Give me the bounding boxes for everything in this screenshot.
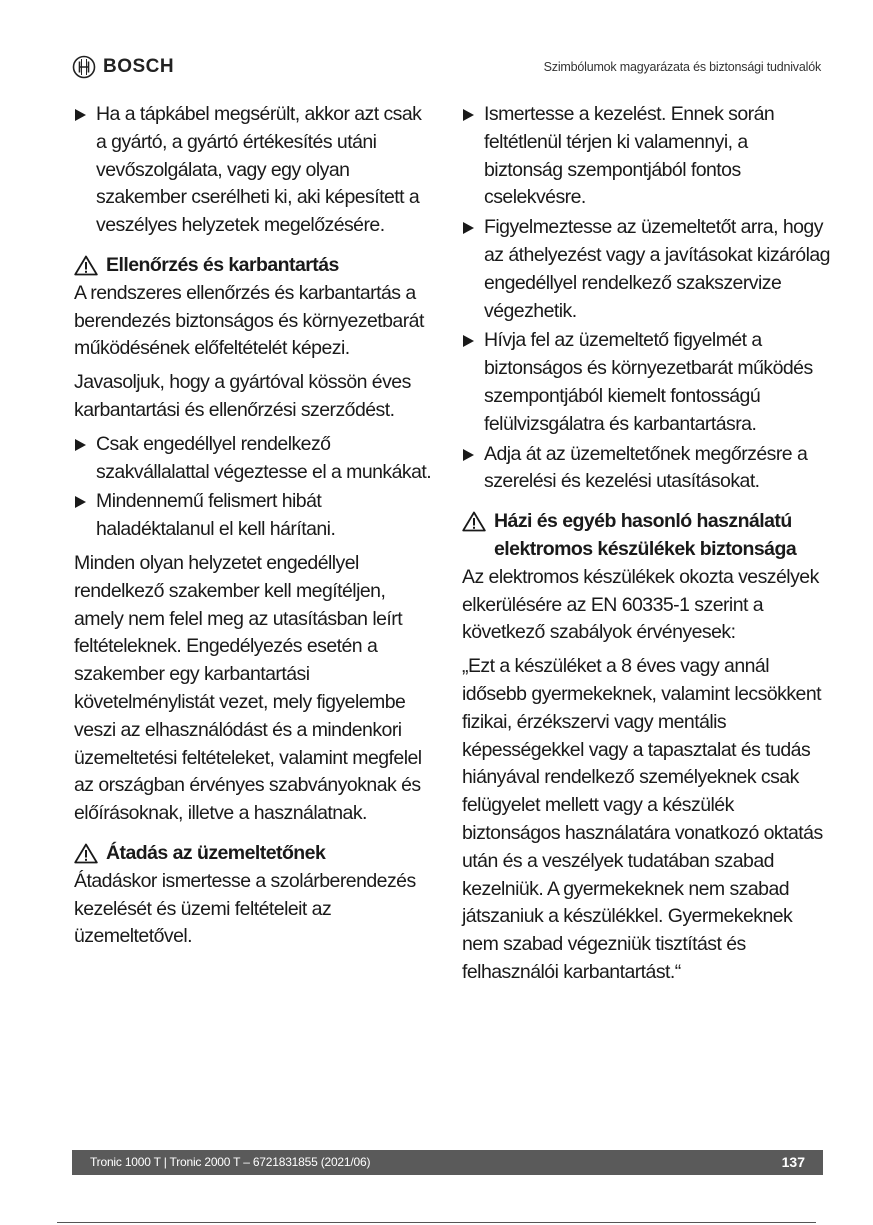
footer-bar (72, 1150, 823, 1175)
bosch-armature-icon (72, 55, 96, 79)
header-title: Szimbólumok magyarázata és biztonsági tudnivalók (543, 60, 821, 74)
paragraph: A rendszeres ellenőrzés és karbantartás a berendezés biztonságos és környezetbarát működésének előfeltételét képezi. (74, 281, 424, 360)
section-heading: Átadás az üzemeltetőnek (74, 840, 436, 868)
bullet-list (462, 101, 830, 496)
bullet-list (74, 101, 436, 240)
list-item: Hívja fel az üzemeltető figyelmét a biztonságos és környezetbarát működés szempontjából kiemelt fontosságú felülvizsgálatra és karbantartásra. (462, 327, 830, 438)
right-column (462, 101, 830, 993)
section-heading: Ellenőrzés és karbantartás (74, 252, 436, 280)
bullet-arrow-icon (463, 449, 474, 461)
section-heading: Házi és egyéb hasonló használatú elektromos készülékek biztonsága (462, 508, 830, 564)
bullet-arrow-icon (75, 496, 86, 508)
paragraph: Átadáskor ismertesse a szolárberendezés kezelését és üzemi feltételeit az üzemeltetővel. (74, 869, 416, 948)
bosch-logo (72, 55, 174, 79)
footer-document-id: Tronic 1000 T | Tronic 2000 T – 6721831855 (2021/06) (90, 1155, 371, 1169)
paragraph: Javasoljuk, hogy a gyártóval kössön éves karbantartási és ellenőrzési szerződést. (74, 371, 411, 421)
bullet-arrow-icon (463, 335, 474, 347)
paragraph: Minden olyan helyzetet engedéllyel rendelkező szakember kell megítéljen, amely nem felel meg az utasításban leírt feltételeknek. Engedélyezés esetén a szakember egy karbantartási követelménylistát vezet, mely figyelembe veszi az elhasználódást és a mindenkori üzemeltetési feltételeket, valamint megfelel az országban érvényes szabványoknak és előírásoknak, illetve a használatnak. (74, 551, 422, 825)
list-item: Adja át az üzemeltetőnek megőrzésre a szerelési és kezelési utasításokat. (462, 441, 830, 497)
list-item: Figyelmeztesse az üzemeltetőt arra, hogy az áthelyezést vagy a javításokat kizárólag engedéllyel rendelkező szakszervize végezhetik. (462, 214, 830, 325)
list-item: Csak engedéllyel rendelkező szakvállalattal végeztesse el a munkákat. (74, 431, 436, 487)
brand-name: BOSCH (103, 56, 175, 77)
bullet-arrow-icon (75, 439, 86, 451)
bullet-arrow-icon (75, 109, 86, 121)
list-item: Ha a tápkábel megsérült, akkor azt csak a gyártó, a gyártó értékesítés utáni vevőszolgálata, vagy egy olyan szakember cserélheti ki, aki képesített a veszélyes helyzetek megelőzésére. (74, 101, 436, 240)
page-header (72, 55, 821, 81)
left-column (74, 101, 436, 957)
warning-triangle-icon (74, 255, 98, 276)
warning-triangle-icon (74, 843, 98, 864)
bullet-arrow-icon (463, 109, 474, 121)
list-item: Mindennemű felismert hibát haladéktalanul el kell hárítani. (74, 488, 436, 544)
bottom-divider (57, 1222, 816, 1223)
warning-triangle-icon (462, 511, 486, 532)
paragraph: „Ezt a készüléket a 8 éves vagy annál idősebb gyermekeknek, valamint lecsökkent fizikai, érzékszervi vagy mentális képességekkel vagy a tapasztalat és tudás hiányával rendelkező személyeknek csak felügyelet mellett vagy a készülék biztonságos használatára vonatkozó oktatás után és a veszélyek tudatában szabad kezelniük. A gyermekeknek nem szabad játszaniuk a készülékkel. Gyermekeknek nem szabad végezniük tisztítást és felhasználói karbantartást.“ (462, 655, 823, 983)
page-number: 137 (781, 1154, 805, 1170)
bullet-arrow-icon (463, 222, 474, 234)
list-item: Ismertesse a kezelést. Ennek során feltétlenül térjen ki valamennyi, a biztonság szempontjából fontos cselekvésre. (462, 101, 830, 212)
bullet-list (74, 431, 436, 544)
paragraph: Az elektromos készülékek okozta veszélyek elkerülésére az EN 60335-1 szerint a következő szabályok érvényesek: (462, 565, 819, 644)
